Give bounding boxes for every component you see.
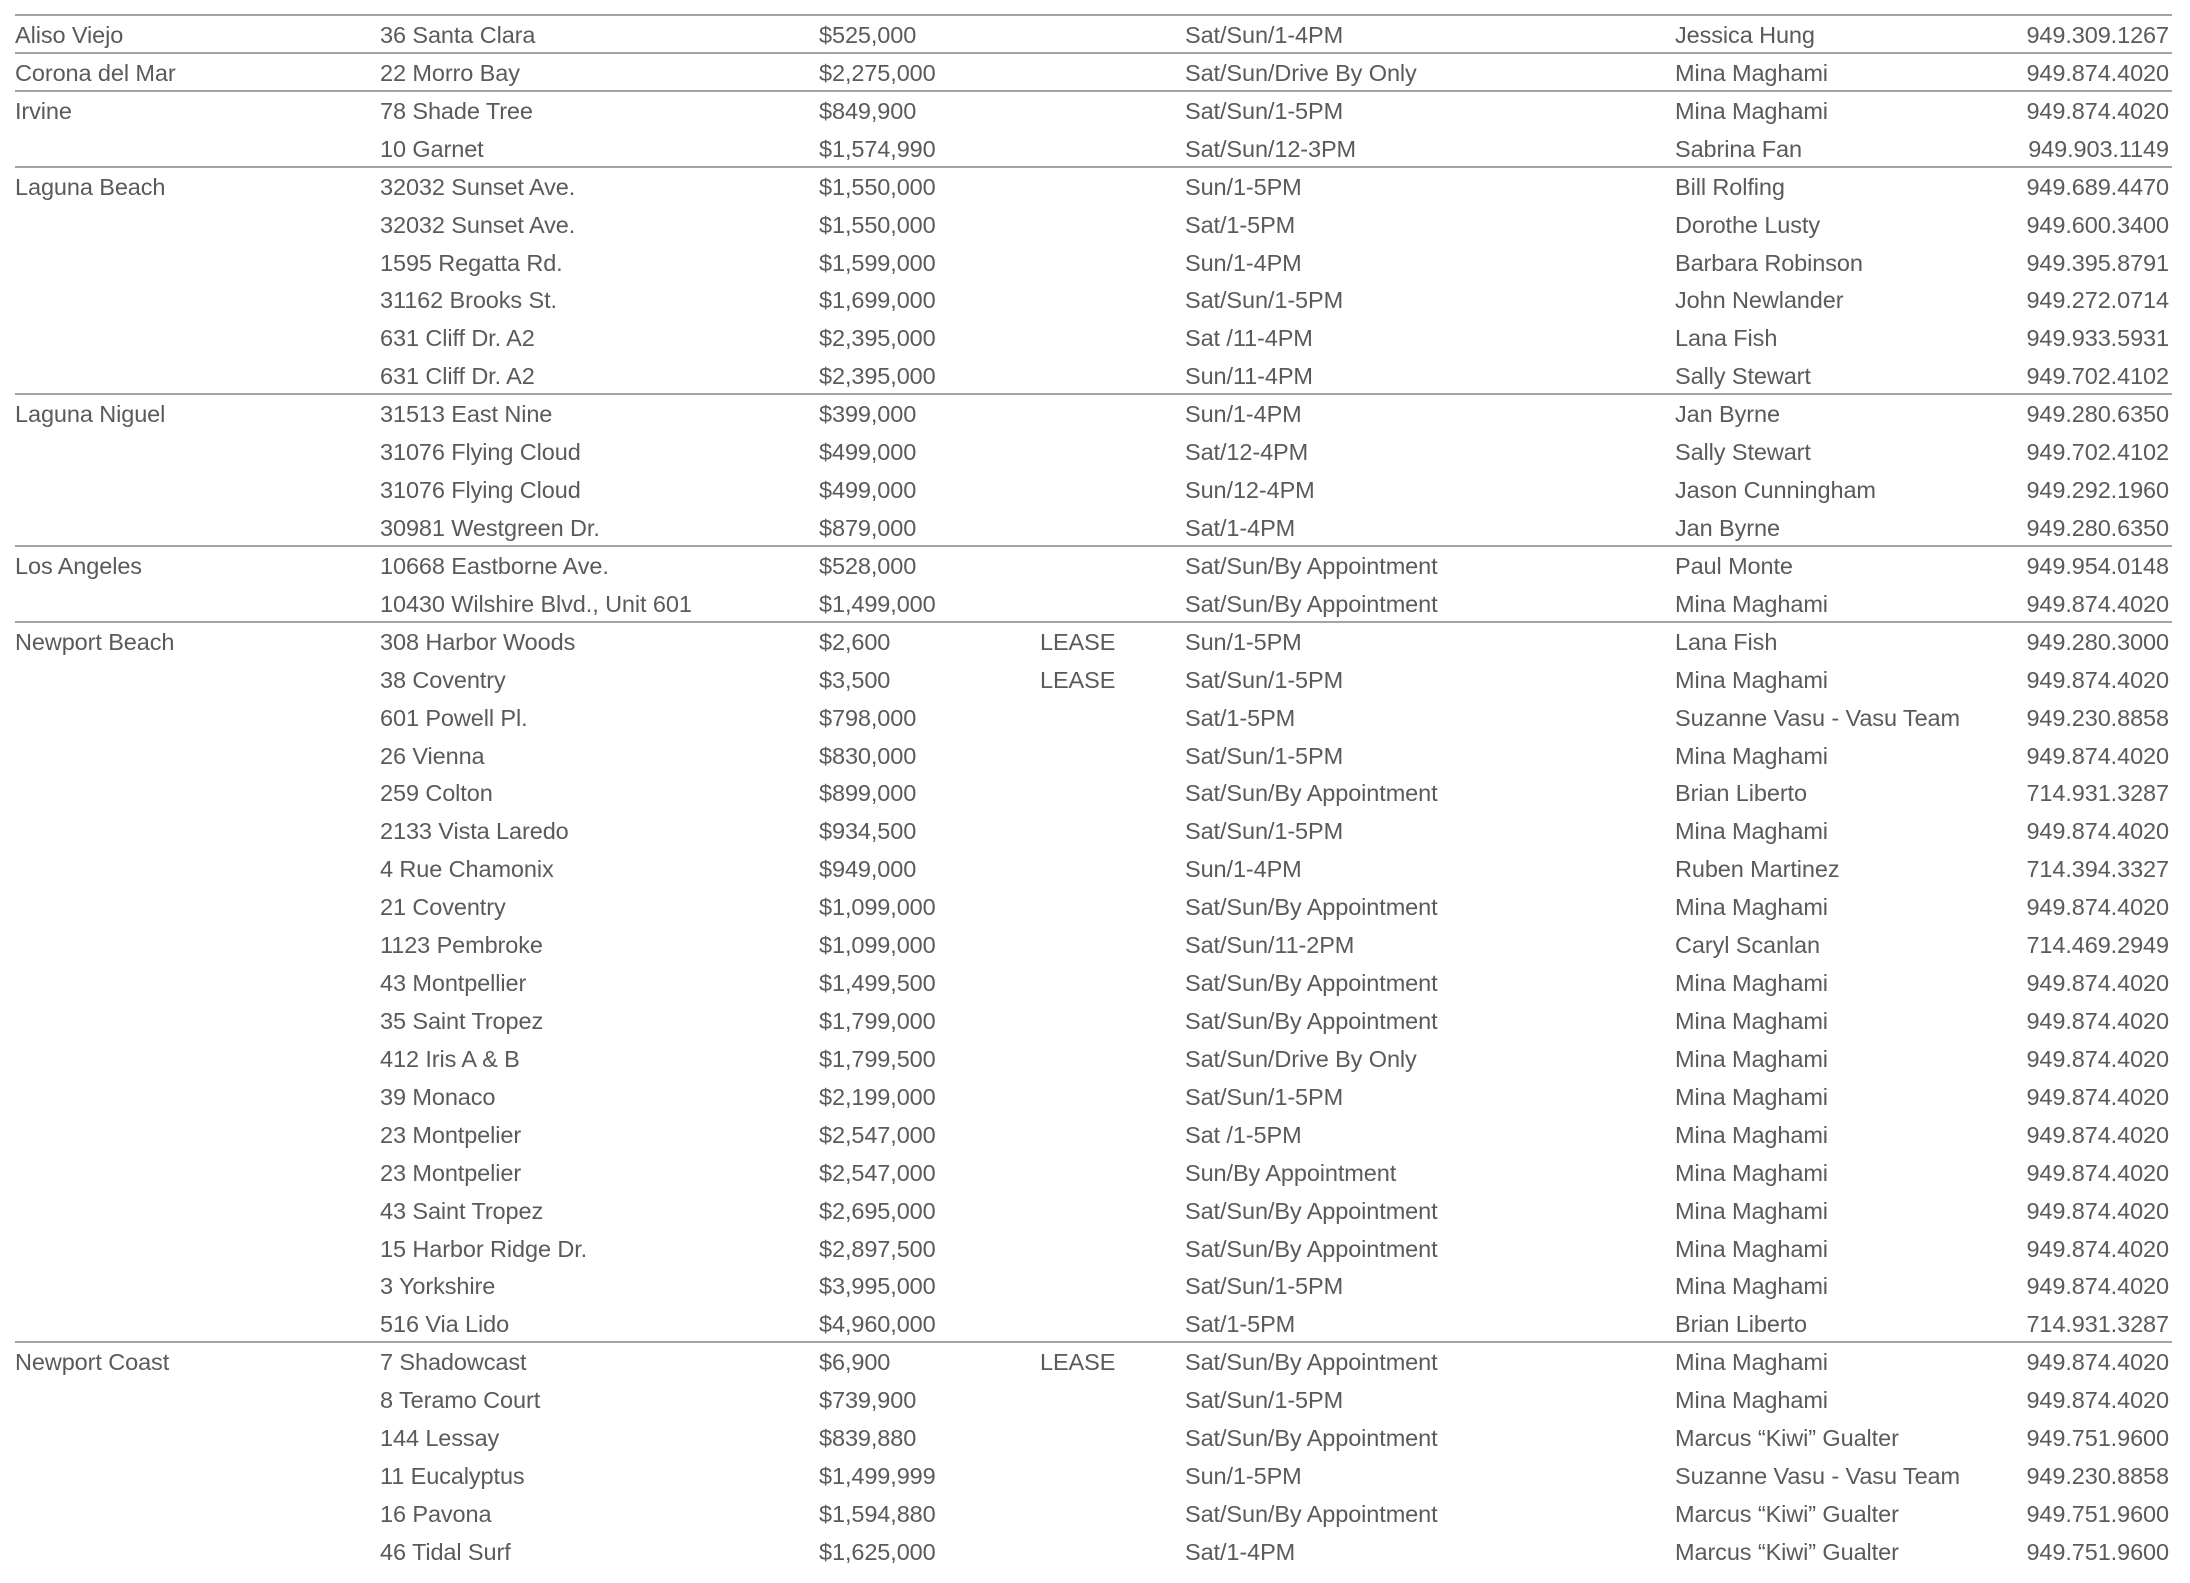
agent-name-cell: Paul Monte [1675, 552, 1793, 579]
price-cell: $1,550,000 [819, 173, 936, 200]
agent-phone-cell: 949.689.4470 [2026, 173, 2169, 200]
open-house-hours-cell: Sat/Sun/By Appointment [1185, 590, 1438, 617]
table-row [15, 1303, 2172, 1341]
address-cell: 78 Shade Tree [380, 97, 533, 124]
agent-name-cell: Jan Byrne [1675, 514, 1780, 541]
address-cell: 10668 Eastborne Ave. [380, 552, 609, 579]
open-house-hours-cell: Sat/Sun/1-5PM [1185, 818, 1344, 845]
price-cell: $798,000 [819, 704, 917, 731]
address-cell: 8 Teramo Court [380, 1387, 541, 1414]
city-cell: Laguna Beach [15, 173, 166, 200]
price-cell: $2,600 [819, 628, 891, 655]
price-cell: $499,000 [819, 439, 917, 466]
agent-phone-cell: 949.874.4020 [2026, 666, 2169, 693]
table-row [15, 547, 2172, 583]
open-house-hours-cell: Sat /1-5PM [1185, 1121, 1302, 1148]
open-house-hours-cell: Sat/Sun/By Appointment [1185, 552, 1438, 579]
agent-phone-cell: 949.903.1149 [2028, 135, 2169, 162]
agent-phone-cell: 949.280.6350 [2026, 401, 2169, 428]
open-house-hours-cell: Sun/1-4PM [1185, 856, 1302, 883]
table-row [15, 395, 2172, 431]
city-group [15, 166, 2172, 394]
address-cell: 412 Iris A & B [380, 1045, 520, 1072]
table-row [15, 279, 2172, 317]
price-cell: $949,000 [819, 856, 917, 883]
agent-name-cell: Jessica Hung [1675, 22, 1815, 48]
agent-name-cell: Jason Cunningham [1675, 477, 1876, 504]
price-cell: $739,900 [819, 1387, 917, 1414]
agent-phone-cell: 949.702.4102 [2026, 439, 2169, 466]
table-row [15, 1114, 2172, 1152]
agent-phone-cell: 949.874.4020 [2026, 97, 2169, 124]
address-cell: 16 Pavona [380, 1500, 492, 1527]
open-house-hours-cell: Sun/By Appointment [1185, 1159, 1397, 1186]
address-cell: 35 Saint Tropez [380, 1007, 544, 1034]
address-cell: 23 Montpelier [380, 1159, 522, 1186]
price-cell: $1,499,999 [819, 1463, 936, 1490]
address-cell: 23 Montpelier [380, 1121, 522, 1148]
agent-name-cell: Bill Rolfing [1675, 173, 1785, 200]
table-row [15, 469, 2172, 507]
price-cell: $1,099,000 [819, 932, 936, 959]
agent-phone-cell: 949.751.9600 [2026, 1425, 2169, 1452]
agent-phone-cell: 949.874.4020 [2026, 1159, 2169, 1186]
price-cell: $1,594,880 [819, 1500, 936, 1527]
agent-phone-cell: 949.874.4020 [2026, 1083, 2169, 1110]
agent-phone-cell: 714.931.3287 [2026, 780, 2169, 807]
agent-name-cell: Dorothe Lusty [1675, 211, 1821, 238]
agent-name-cell: Sally Stewart [1675, 363, 1811, 390]
table-row [15, 1228, 2172, 1266]
address-cell: 7 Shadowcast [380, 1349, 527, 1376]
agent-phone-cell: 949.874.4020 [2026, 1121, 2169, 1148]
table-row [15, 1190, 2172, 1228]
address-cell: 30981 Westgreen Dr. [380, 514, 600, 541]
listing-type-cell: LEASE [1040, 666, 1116, 693]
open-house-hours-cell: Sun/1-5PM [1185, 173, 1302, 200]
open-house-hours-cell: Sat/Sun/By Appointment [1185, 1197, 1438, 1224]
city-group [15, 1341, 2172, 1569]
address-cell: 631 Cliff Dr. A2 [380, 325, 535, 352]
address-cell: 43 Montpellier [380, 970, 527, 997]
agent-name-cell: Barbara Robinson [1675, 249, 1863, 276]
agent-phone-cell: 949.874.4020 [2026, 742, 2169, 769]
agent-phone-cell: 949.230.8858 [2026, 1463, 2169, 1490]
agent-phone-cell: 949.874.4020 [2026, 1197, 2169, 1224]
agent-phone-cell: 949.874.4020 [2026, 1007, 2169, 1034]
agent-phone-cell: 949.874.4020 [2026, 818, 2169, 845]
agent-name-cell: Jan Byrne [1675, 401, 1780, 428]
address-cell: 31076 Flying Cloud [380, 477, 581, 504]
listing-type-cell: LEASE [1040, 1349, 1116, 1376]
agent-name-cell: Mina Maghami [1675, 590, 1828, 617]
agent-phone-cell: 949.874.4020 [2026, 1045, 2169, 1072]
table-row [15, 583, 2172, 621]
address-cell: 31513 East Nine [380, 401, 553, 428]
table-row [15, 1152, 2172, 1190]
price-cell: $879,000 [819, 514, 917, 541]
open-house-hours-cell: Sat/Sun/1-5PM [1185, 666, 1344, 693]
price-cell: $1,574,990 [819, 135, 936, 162]
table-row [15, 204, 2172, 242]
agent-phone-cell: 714.931.3287 [2026, 1311, 2169, 1338]
table-row [15, 1531, 2172, 1569]
price-cell: $1,099,000 [819, 894, 936, 921]
address-cell: 259 Colton [380, 780, 493, 807]
agent-name-cell: Mina Maghami [1675, 970, 1828, 997]
agent-name-cell: Suzanne Vasu - Vasu Team [1675, 1463, 1960, 1490]
table-row [15, 1038, 2172, 1076]
agent-name-cell: Suzanne Vasu - Vasu Team [1675, 704, 1960, 731]
open-house-hours-cell: Sat/Sun/By Appointment [1185, 894, 1438, 921]
table-row [15, 1000, 2172, 1038]
table-row [15, 54, 2172, 90]
address-cell: 31162 Brooks St. [380, 287, 557, 314]
address-cell: 144 Lessay [380, 1425, 500, 1452]
address-cell: 1595 Regatta Rd. [380, 249, 563, 276]
price-cell: $1,799,500 [819, 1045, 936, 1072]
agent-name-cell: Lana Fish [1675, 628, 1778, 655]
price-cell: $4,960,000 [819, 1311, 936, 1338]
open-house-hours-cell: Sat/Sun/By Appointment [1185, 1500, 1438, 1527]
price-cell: $899,000 [819, 780, 917, 807]
agent-phone-cell: 949.702.4102 [2026, 363, 2169, 390]
price-cell: $2,395,000 [819, 325, 936, 352]
address-cell: 31076 Flying Cloud [380, 439, 581, 466]
address-cell: 36 Santa Clara [380, 22, 536, 48]
address-cell: 308 Harbor Woods [380, 628, 576, 655]
open-house-hours-cell: Sat/Sun/1-5PM [1185, 1273, 1344, 1300]
table-row [15, 772, 2172, 810]
address-cell: 601 Powell Pl. [380, 704, 528, 731]
agent-name-cell: Caryl Scanlan [1675, 932, 1820, 959]
price-cell: $1,799,000 [819, 1007, 936, 1034]
table-row [15, 810, 2172, 848]
open-house-hours-cell: Sat/Sun/By Appointment [1185, 1007, 1438, 1034]
price-cell: $3,995,000 [819, 1273, 936, 1300]
address-cell: 4 Rue Chamonix [380, 856, 554, 883]
agent-name-cell: Ruben Martinez [1675, 856, 1840, 883]
city-group [15, 545, 2172, 621]
address-cell: 38 Coventry [380, 666, 506, 693]
price-cell: $1,550,000 [819, 211, 936, 238]
agent-name-cell: Brian Liberto [1675, 1311, 1807, 1338]
table-row [15, 317, 2172, 355]
price-cell: $2,275,000 [819, 59, 936, 86]
open-house-hours-cell: Sat/Sun/Drive By Only [1185, 1045, 1417, 1072]
open-house-hours-cell: Sat/Sun/By Appointment [1185, 780, 1438, 807]
agent-phone-cell: 949.874.4020 [2026, 59, 2169, 86]
agent-phone-cell: 949.751.9600 [2026, 1538, 2169, 1565]
agent-name-cell: Mina Maghami [1675, 1387, 1828, 1414]
agent-name-cell: Mina Maghami [1675, 97, 1828, 124]
open-house-hours-cell: Sun/1-4PM [1185, 401, 1302, 428]
table-row [15, 886, 2172, 924]
agent-phone-cell: 949.280.6350 [2026, 514, 2169, 541]
table-row [15, 507, 2172, 545]
table-row [15, 92, 2172, 128]
agent-phone-cell: 949.280.3000 [2026, 628, 2169, 655]
price-cell: $2,199,000 [819, 1083, 936, 1110]
table-row [15, 659, 2172, 697]
open-house-hours-cell: Sat/1-4PM [1185, 514, 1296, 541]
agent-name-cell: Marcus “Kiwi” Gualter [1675, 1538, 1899, 1565]
agent-name-cell: Sally Stewart [1675, 439, 1811, 466]
agent-name-cell: Mina Maghami [1675, 742, 1828, 769]
agent-phone-cell: 949.874.4020 [2026, 1235, 2169, 1262]
address-cell: 2133 Vista Laredo [380, 818, 569, 845]
table-row [15, 1379, 2172, 1417]
agent-phone-cell: 949.600.3400 [2026, 211, 2169, 238]
open-house-hours-cell: Sat/12-4PM [1185, 439, 1309, 466]
agent-phone-cell: 949.272.0714 [2026, 287, 2169, 314]
agent-phone-cell: 714.394.3327 [2026, 856, 2169, 883]
open-house-hours-cell: Sat/Sun/By Appointment [1185, 1349, 1438, 1376]
city-group [15, 393, 2172, 545]
city-group [15, 14, 2172, 52]
price-cell: $499,000 [819, 477, 917, 504]
agent-name-cell: Marcus “Kiwi” Gualter [1675, 1425, 1899, 1452]
open-house-hours-cell: Sat/Sun/1-5PM [1185, 742, 1344, 769]
price-cell: $6,900 [819, 1349, 891, 1376]
agent-name-cell: Mina Maghami [1675, 1235, 1828, 1262]
agent-phone-cell: 949.954.0148 [2026, 552, 2169, 579]
address-cell: 3 Yorkshire [380, 1273, 496, 1300]
city-cell: Newport Coast [15, 1349, 170, 1376]
address-cell: 21 Coventry [380, 894, 506, 921]
open-house-hours-cell: Sun/1-5PM [1185, 1463, 1302, 1490]
agent-name-cell: Mina Maghami [1675, 1007, 1828, 1034]
table-row [15, 128, 2172, 166]
address-cell: 22 Morro Bay [380, 59, 520, 86]
agent-phone-cell: 949.309.1267 [2026, 22, 2169, 48]
table-row [15, 16, 2172, 52]
open-house-hours-cell: Sun/1-5PM [1185, 628, 1302, 655]
open-house-hours-cell: Sat/Sun/1-5PM [1185, 1083, 1344, 1110]
address-cell: 1123 Pembroke [380, 932, 543, 959]
address-cell: 631 Cliff Dr. A2 [380, 363, 535, 390]
price-cell: $2,897,500 [819, 1235, 936, 1262]
table-row [15, 1417, 2172, 1455]
open-house-hours-cell: Sat/1-4PM [1185, 1538, 1296, 1565]
open-house-hours-cell: Sat/Sun/1-5PM [1185, 1387, 1344, 1414]
price-cell: $2,395,000 [819, 363, 936, 390]
agent-phone-cell: 949.874.4020 [2026, 894, 2169, 921]
address-cell: 46 Tidal Surf [380, 1538, 511, 1565]
city-cell: Aliso Viejo [15, 22, 124, 48]
open-house-hours-cell: Sat/Sun/By Appointment [1185, 1235, 1438, 1262]
agent-name-cell: John Newlander [1675, 287, 1844, 314]
price-cell: $1,699,000 [819, 287, 936, 314]
address-cell: 516 Via Lido [380, 1311, 510, 1338]
open-house-hours-cell: Sat /11-4PM [1185, 325, 1313, 352]
table-row [15, 355, 2172, 393]
agent-phone-cell: 949.874.4020 [2026, 1273, 2169, 1300]
agent-name-cell: Sabrina Fan [1675, 135, 1802, 162]
price-cell: $2,695,000 [819, 1197, 936, 1224]
table-row [15, 1265, 2172, 1303]
address-cell: 11 Eucalyptus [380, 1463, 525, 1490]
price-cell: $1,599,000 [819, 249, 936, 276]
agent-name-cell: Mina Maghami [1675, 1197, 1828, 1224]
agent-phone-cell: 949.933.5931 [2026, 325, 2169, 352]
table-row [15, 735, 2172, 773]
open-house-listing-table [15, 14, 2172, 1569]
table-row [15, 242, 2172, 280]
table-row [15, 1455, 2172, 1493]
address-cell: 43 Saint Tropez [380, 1197, 544, 1224]
open-house-hours-cell: Sat/1-5PM [1185, 211, 1296, 238]
address-cell: 26 Vienna [380, 742, 485, 769]
price-cell: $399,000 [819, 401, 917, 428]
city-group [15, 52, 2172, 90]
open-house-hours-cell: Sat/Sun/By Appointment [1185, 970, 1438, 997]
address-cell: 15 Harbor Ridge Dr. [380, 1235, 588, 1262]
price-cell: $1,625,000 [819, 1538, 936, 1565]
agent-name-cell: Mina Maghami [1675, 1083, 1828, 1110]
address-cell: 10430 Wilshire Blvd., Unit 601 [380, 590, 692, 617]
price-cell: $849,900 [819, 97, 917, 124]
agent-phone-cell: 714.469.2949 [2026, 932, 2169, 959]
open-house-hours-cell: Sat/Sun/1-5PM [1185, 287, 1344, 314]
agent-phone-cell: 949.395.8791 [2026, 249, 2169, 276]
city-group [15, 621, 2172, 1342]
agent-name-cell: Mina Maghami [1675, 666, 1828, 693]
open-house-hours-cell: Sat/Sun/11-2PM [1185, 932, 1355, 959]
agent-phone-cell: 949.874.4020 [2026, 590, 2169, 617]
open-house-hours-cell: Sun/11-4PM [1185, 363, 1313, 390]
agent-phone-cell: 949.751.9600 [2026, 1500, 2169, 1527]
table-row [15, 623, 2172, 659]
table-row [15, 1076, 2172, 1114]
address-cell: 10 Garnet [380, 135, 484, 162]
price-cell: $934,500 [819, 818, 917, 845]
table-row [15, 848, 2172, 886]
address-cell: 39 Monaco [380, 1083, 496, 1110]
price-cell: $2,547,000 [819, 1121, 936, 1148]
open-house-hours-cell: Sat/Sun/12-3PM [1185, 135, 1357, 162]
agent-name-cell: Lana Fish [1675, 325, 1778, 352]
agent-name-cell: Marcus “Kiwi” Gualter [1675, 1500, 1899, 1527]
agent-name-cell: Mina Maghami [1675, 818, 1828, 845]
open-house-hours-cell: Sat/Sun/By Appointment [1185, 1425, 1438, 1452]
listing-type-cell: LEASE [1040, 628, 1116, 655]
agent-name-cell: Mina Maghami [1675, 59, 1828, 86]
city-group [15, 90, 2172, 166]
agent-name-cell: Mina Maghami [1675, 1159, 1828, 1186]
table-row [15, 1343, 2172, 1379]
city-cell: Laguna Niguel [15, 401, 166, 428]
city-cell: Corona del Mar [15, 59, 176, 86]
open-house-hours-cell: Sat/Sun/Drive By Only [1185, 59, 1417, 86]
price-cell: $1,499,500 [819, 970, 936, 997]
price-cell: $528,000 [819, 552, 917, 579]
price-cell: $1,499,000 [819, 590, 936, 617]
agent-phone-cell: 949.874.4020 [2026, 1349, 2169, 1376]
agent-phone-cell: 949.230.8858 [2026, 704, 2169, 731]
open-house-hours-cell: Sat/Sun/1-5PM [1185, 97, 1344, 124]
table-row [15, 924, 2172, 962]
agent-name-cell: Brian Liberto [1675, 780, 1807, 807]
open-house-hours-cell: Sat/Sun/1-4PM [1185, 22, 1344, 48]
agent-name-cell: Mina Maghami [1675, 1273, 1828, 1300]
open-house-hours-cell: Sat/1-5PM [1185, 704, 1296, 731]
agent-name-cell: Mina Maghami [1675, 894, 1828, 921]
table-row [15, 1493, 2172, 1531]
table-row [15, 431, 2172, 469]
price-cell: $830,000 [819, 742, 917, 769]
agent-name-cell: Mina Maghami [1675, 1121, 1828, 1148]
city-cell: Newport Beach [15, 628, 175, 655]
agent-name-cell: Mina Maghami [1675, 1045, 1828, 1072]
price-cell: $525,000 [819, 22, 917, 48]
open-house-hours-cell: Sun/1-4PM [1185, 249, 1302, 276]
city-cell: Irvine [15, 97, 72, 124]
agent-name-cell: Mina Maghami [1675, 1349, 1828, 1376]
table-row [15, 962, 2172, 1000]
address-cell: 32032 Sunset Ave. [380, 211, 576, 238]
open-house-hours-cell: Sun/12-4PM [1185, 477, 1315, 504]
table-row [15, 168, 2172, 204]
agent-phone-cell: 949.874.4020 [2026, 970, 2169, 997]
price-cell: $2,547,000 [819, 1159, 936, 1186]
price-cell: $3,500 [819, 666, 891, 693]
table-row [15, 697, 2172, 735]
price-cell: $839,880 [819, 1425, 917, 1452]
city-cell: Los Angeles [15, 552, 142, 579]
agent-phone-cell: 949.292.1960 [2026, 477, 2169, 504]
address-cell: 32032 Sunset Ave. [380, 173, 576, 200]
agent-phone-cell: 949.874.4020 [2026, 1387, 2169, 1414]
open-house-hours-cell: Sat/1-5PM [1185, 1311, 1296, 1338]
